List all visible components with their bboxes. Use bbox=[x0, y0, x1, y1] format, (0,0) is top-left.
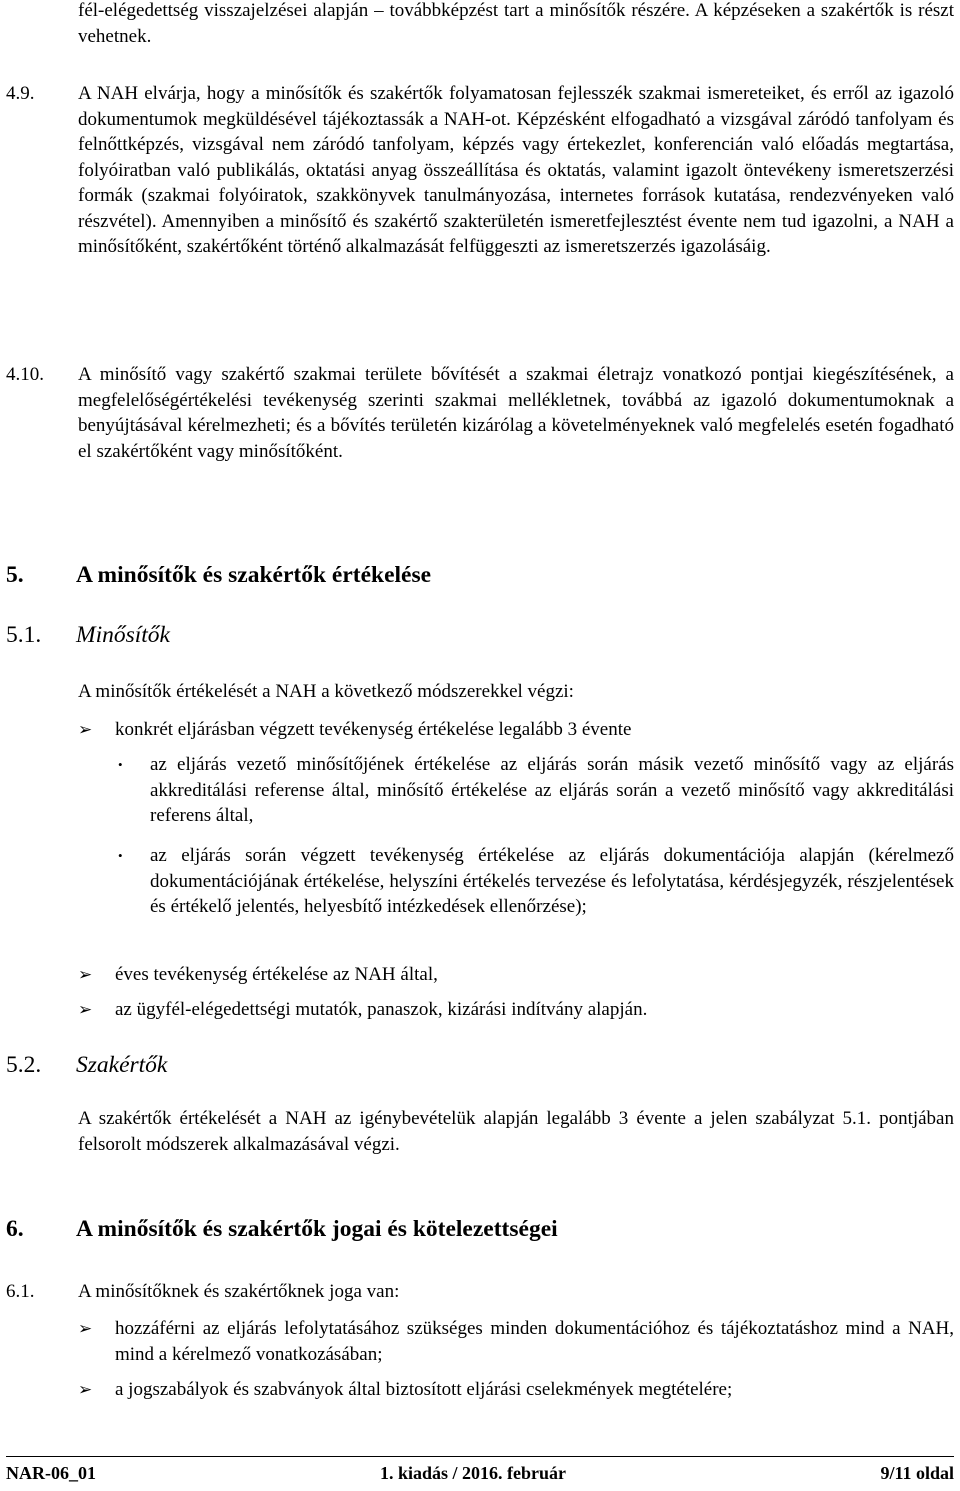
section-number-4-9: 4.9. bbox=[6, 83, 35, 104]
section-number-6-1: 6.1. bbox=[6, 1281, 35, 1302]
list-item: konkrét eljárásban végzett tevékenység értékelése legalább 3 évente bbox=[115, 719, 632, 740]
arrow-bullet-icon: ➢ bbox=[78, 1000, 93, 1019]
heading-section-5-1 bbox=[6, 621, 170, 649]
heading-title: A minősítők és szakértők jogai és kötelezettségei bbox=[76, 1216, 558, 1242]
footer-document-id: NAR-06_01 bbox=[6, 1463, 96, 1483]
intro-paragraph: fél-elégedettség visszajelzései alapján – továbbképzést tart a minősítők részére. A képzéseken a szakértők is részt vehetnek. bbox=[78, 0, 954, 47]
heading-title: A minősítők és szakértők értékelése bbox=[76, 562, 432, 588]
heading-title: Szakértők bbox=[76, 1052, 168, 1078]
paragraph-5-1-intro: A minősítők értékelését a NAH a következő módszerekkel végzi: bbox=[78, 681, 574, 702]
footer-edition: 1. kiadás / 2016. február bbox=[380, 1463, 567, 1483]
heading-title: Minősítők bbox=[76, 622, 170, 648]
heading-number: 6. bbox=[6, 1216, 24, 1242]
section-number-4-10: 4.10. bbox=[6, 364, 44, 385]
arrow-bullet-icon: ➢ bbox=[78, 720, 93, 739]
arrow-bullet-icon: ➢ bbox=[78, 1380, 93, 1399]
footer-page-number: 9/11 oldal bbox=[880, 1463, 954, 1483]
bullet-icon: • bbox=[118, 757, 123, 772]
list-item: éves tevékenység értékelése az NAH által, bbox=[115, 964, 438, 985]
heading-section-5 bbox=[6, 561, 431, 589]
arrow-bullet-icon: ➢ bbox=[78, 965, 93, 984]
heading-number: 5.1. bbox=[6, 622, 42, 648]
heading-number: 5.2. bbox=[6, 1052, 42, 1078]
paragraph-5-2: A szakértők értékelését a NAH az igénybevételük alapján legalább 3 évente a jelen szabályzat 5.1. pontjában felsorolt módszerek alkalmazásával végzi. bbox=[78, 1108, 954, 1155]
paragraph-4-9: A NAH elvárja, hogy a minősítők és szakértők folyamatosan fejlesszék szakmai ismereteiket, és erről az igazoló dokumentumok megküldésével tájékoztassák a NAH-ot. Képzésként elfogadható a vizsgával záródó tanfolyam és felnőttképzés, vizsgával nem záródó tanfolyam, képzés vagy értekezlet, konferencián való előadás megtartása, folyóiratban való publikálás, oktatási anyag összeállítása és oktatás, valamint igazolt öntevékeny ismeretszerzési formák (szakmai folyóiratok, szakkönyvek tanulmányozása, internetes források kutatása, rendezvényeken való részvétel). Amennyiben a minősítő és szakértő szakterületén ismeretfejlesztést évente nem tud igazolni, a NAH a minősítőként, szakértőként történő alkalmazását felfüggeszti az ismeretszerzés igazolásáig. bbox=[78, 83, 954, 257]
bullet-icon: • bbox=[118, 848, 123, 863]
footer-divider bbox=[6, 1456, 954, 1457]
heading-section-5-2 bbox=[6, 1051, 167, 1079]
list-item: a jogszabályok és szabványok által biztosított eljárási cselekmények megtételére; bbox=[115, 1379, 733, 1400]
heading-number: 5. bbox=[6, 562, 24, 588]
sub-list-item: az eljárás során végzett tevékenység értékelése az eljárás dokumentációja alapján (kérelmező dokumentációjának értékelése, helyszíni értékelés tervezése és lefolytatása, kérdésjegyzék, részjelentések és értékelő jelentés, helyesbítő intézkedések ellenőrzése); bbox=[150, 845, 954, 917]
heading-section-6 bbox=[6, 1215, 558, 1243]
list-item: hozzáférni az eljárás lefolytatásához szükséges minden dokumentációhoz és tájékoztatáshoz mind a NAH, mind a kérelmező vonatkozásában; bbox=[115, 1318, 954, 1365]
list-item: az ügyfél-elégedettségi mutatók, panaszok, kizárási indítvány alapján. bbox=[115, 999, 648, 1020]
arrow-bullet-icon: ➢ bbox=[78, 1319, 93, 1338]
paragraph-4-10: A minősítő vagy szakértő szakmai területe bővítését a szakmai életrajz vonatkozó pontjai kiegészítésének, a megfelelőségértékelési tevékenység szerinti szakmai mellékletnek, továbbá az igazoló dokumentumoknak a benyújtásával kérelmezheti; és a bővítés területén kizárólag a követelményeknek való megfelelés esetén fogadható el szakértőként vagy minősítőként. bbox=[78, 364, 954, 462]
paragraph-6-1-intro: A minősítőknek és szakértőknek joga van: bbox=[78, 1281, 400, 1302]
sub-list-item: az eljárás vezető minősítőjének értékelése az eljárás során másik vezető minősítő vagy az eljárás akkreditálási referense által, minősítő értékelése az eljárás során a vezető minősítő vagy akkreditálási referens által, bbox=[150, 754, 954, 826]
